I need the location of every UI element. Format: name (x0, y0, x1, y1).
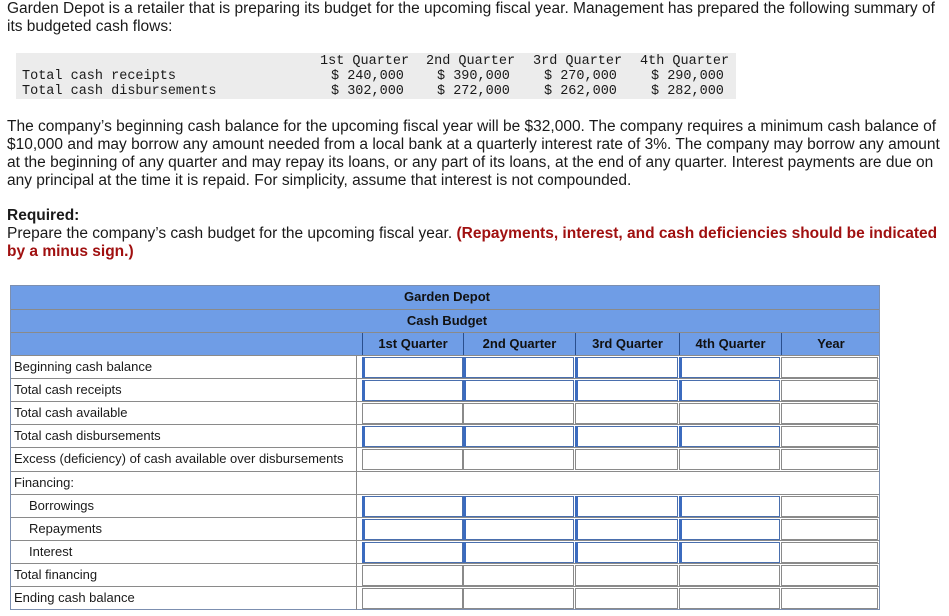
budget-row (11, 378, 879, 402)
budget-input-q3[interactable] (575, 542, 678, 563)
budget-input-q2[interactable] (463, 588, 574, 609)
summary-cell: $ 262,000 (544, 84, 617, 99)
summary-cell: $ 270,000 (544, 69, 617, 84)
budget-row-label: Repayments (11, 518, 357, 541)
budget-input-q4[interactable] (679, 380, 780, 401)
budget-input-q1[interactable] (362, 449, 463, 470)
budget-row-label: Total financing (11, 564, 357, 587)
budget-input-q1[interactable] (362, 496, 463, 517)
budget-input-q1[interactable] (362, 380, 463, 401)
summary-header-q3: 3rd Quarter (533, 54, 623, 69)
summary-header-q4: 4th Quarter (640, 54, 730, 69)
summary-row-label: Total cash disbursements (22, 84, 217, 99)
budget-input-q3[interactable] (575, 403, 678, 424)
budget-row (11, 540, 879, 564)
summary-cell: $ 282,000 (651, 84, 724, 99)
problem-description: The company’s beginning cash balance for the upcoming fiscal year will be $32,000. The company requires a minimum cash balance of $10,000 and may borrow any amount needed from a local bank at a quarterly interest rate of 3%. The company may borrow any amount at the beginning of any quarter and may repay its loans, or any part of its loans, at the end of any quarter. Interest payments are due on any principal at the time it is repaid. For simplicity, assume that interest is not compounded. (7, 118, 940, 189)
budget-input-year[interactable] (781, 380, 878, 401)
summary-cell: $ 290,000 (651, 69, 724, 84)
budget-input-q4[interactable] (679, 542, 780, 563)
col-header-q1: 1st Quarter (362, 333, 463, 355)
budget-input-q4[interactable] (679, 426, 780, 447)
budget-input-q2[interactable] (463, 357, 574, 378)
budget-input-q4[interactable] (679, 565, 780, 586)
budget-input-q4[interactable] (679, 357, 780, 378)
budget-input-q1[interactable] (362, 426, 463, 447)
summary-header-q2: 2nd Quarter (426, 54, 516, 69)
col-header-year: Year (781, 333, 880, 355)
budget-input-year[interactable] (781, 519, 878, 540)
budget-company-name: Garden Depot (404, 289, 490, 304)
budget-input-q2[interactable] (463, 565, 574, 586)
budget-input-q4[interactable] (679, 403, 780, 424)
budget-input-q1[interactable] (362, 519, 463, 540)
budget-row-label: Total cash disbursements (11, 425, 357, 448)
required-emphasis: (Repayments, interest, and cash deficiencies should be indicated by a minus sign.) (7, 225, 938, 260)
budget-input-q3[interactable] (575, 357, 678, 378)
budget-input-q3[interactable] (575, 380, 678, 401)
required-instruction: Prepare the company’s cash budget for the upcoming fiscal year. (7, 225, 453, 242)
budget-row-label: Beginning cash balance (11, 356, 357, 379)
budget-input-q1[interactable] (362, 588, 463, 609)
summary-table (16, 53, 736, 99)
budget-input-q3[interactable] (575, 519, 678, 540)
budget-input-q3[interactable] (575, 588, 678, 609)
budget-input-q2[interactable] (463, 380, 574, 401)
budget-row-label: Ending cash balance (11, 587, 357, 610)
col-header-q2: 2nd Quarter (463, 333, 575, 355)
budget-input-year[interactable] (781, 542, 878, 563)
budget-input-q4[interactable] (679, 519, 780, 540)
budget-input-q2[interactable] (463, 403, 574, 424)
required-text (7, 225, 942, 261)
cash-budget-table (10, 285, 880, 610)
budget-row-label: Interest (11, 541, 357, 564)
budget-input-year[interactable] (781, 403, 878, 424)
budget-title-row (11, 310, 879, 333)
budget-input-q2[interactable] (463, 496, 574, 517)
budget-row (11, 471, 879, 495)
budget-input-year[interactable] (781, 357, 878, 378)
budget-row-label: Borrowings (11, 495, 357, 518)
budget-input-q4[interactable] (679, 449, 780, 470)
budget-row-label: Financing: (11, 472, 357, 495)
budget-row (11, 424, 879, 448)
budget-input-q1[interactable] (362, 542, 463, 563)
budget-input-q2[interactable] (463, 519, 574, 540)
budget-input-year[interactable] (781, 449, 878, 470)
budget-input-q3[interactable] (575, 426, 678, 447)
budget-input-q2[interactable] (463, 542, 574, 563)
budget-input-year[interactable] (781, 588, 878, 609)
budget-row (11, 517, 879, 541)
budget-company-row (11, 286, 879, 310)
budget-input-q4[interactable] (679, 588, 780, 609)
col-header-q4: 4th Quarter (679, 333, 781, 355)
budget-input-q3[interactable] (575, 565, 678, 586)
summary-cell: $ 272,000 (437, 84, 510, 99)
budget-title: Cash Budget (406, 313, 488, 328)
budget-input-year[interactable] (781, 426, 878, 447)
summary-cell: $ 390,000 (437, 69, 510, 84)
summary-row-label: Total cash receipts (22, 69, 176, 84)
required-heading: Required: (7, 207, 80, 224)
budget-input-q1[interactable] (362, 565, 463, 586)
budget-row (11, 401, 879, 425)
budget-input-q2[interactable] (463, 449, 574, 470)
budget-row (11, 494, 879, 518)
budget-input-q3[interactable] (575, 496, 678, 517)
budget-row-label: Total cash receipts (11, 379, 357, 402)
summary-header-q1: 1st Quarter (320, 54, 410, 69)
budget-row (11, 586, 879, 610)
summary-cell: $ 302,000 (331, 84, 404, 99)
intro-text: Garden Depot is a retailer that is preparing its budget for the upcoming fiscal year. Management has prepared the following summary of its budgeted cash flows: (7, 0, 935, 35)
col-header-q3: 3rd Quarter (575, 333, 679, 355)
summary-cell: $ 240,000 (331, 69, 404, 84)
budget-input-q3[interactable] (575, 449, 678, 470)
budget-row (11, 563, 879, 587)
budget-row (11, 355, 879, 379)
budget-input-q1[interactable] (362, 403, 463, 424)
budget-row (11, 447, 879, 471)
budget-row-label: Excess (deficiency) of cash available over disbursements (11, 448, 357, 471)
budget-input-q4[interactable] (679, 496, 780, 517)
budget-input-q1[interactable] (362, 357, 463, 378)
budget-input-q2[interactable] (463, 426, 574, 447)
budget-input-year[interactable] (781, 496, 878, 517)
budget-row-label: Total cash available (11, 402, 357, 425)
budget-input-year[interactable] (781, 565, 878, 586)
